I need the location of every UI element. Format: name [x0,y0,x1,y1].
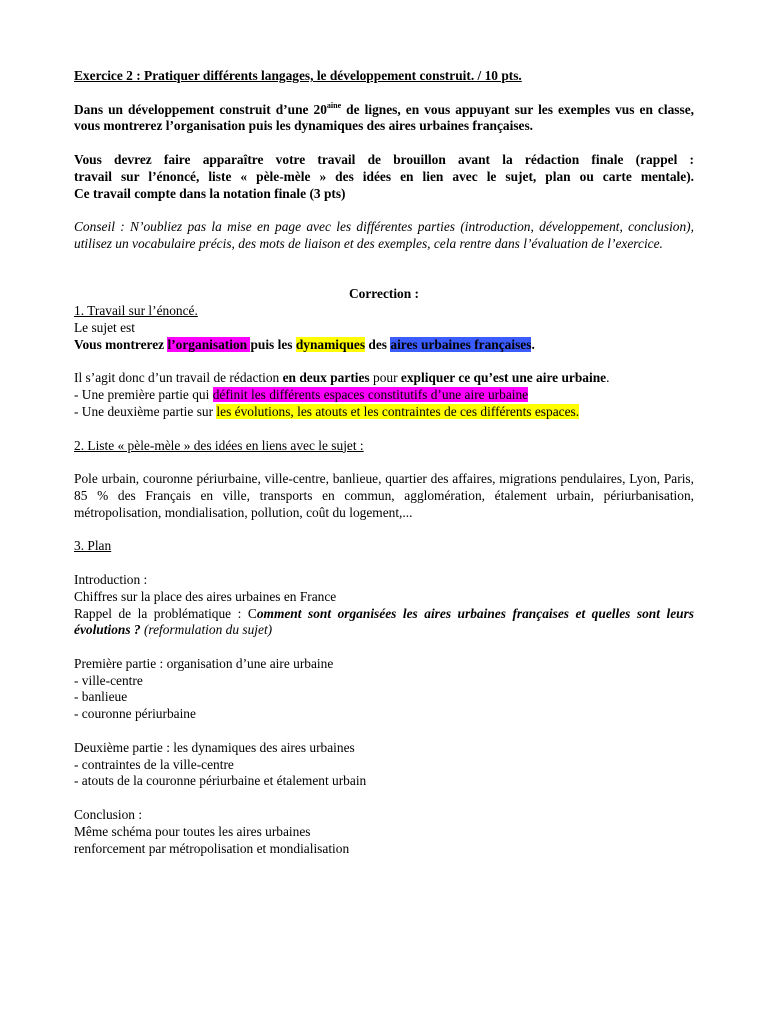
plan-conclusion-label: Conclusion : [74,807,143,823]
highlight-dynamiques: dynamiques [295,336,366,352]
plan-intro-label: Introduction : [74,571,148,587]
exercise-advice: Conseil : N’oubliez pas la mise en page avec les différentes parties (introduction, développement, conclusion), utilisez un vocabulaire précis, des mots de liaison et des exemples, cela rentre dans l’évaluation de l’exercice. [74,219,694,251]
plan-conclusion-item: renforcement par métropolisation et mondialisation [74,840,350,856]
plan-part1-item: - couronne périurbaine [74,706,196,722]
plan-problematic: Rappel de la problématique : Comment sont organisées les aires urbaines françaises et quelles sont leurs évolutions ? (reformulation du sujet) [74,605,695,638]
explanation-line: Il s’agit donc d’un travail de rédaction en deux parties pour expliquer ce qu’est une aire urbaine. [74,370,610,386]
plan-part1-title: Première partie : organisation d’une aire urbaine [74,655,334,671]
plan-part1-item: - ville-centre [74,672,143,688]
plan-conclusion-item: Même schéma pour toutes les aires urbaines [74,823,311,839]
exercise-intro: Dans un développement construit d’une $20^{aine}$ de lignes, en vous appuyant sur les exemples vus en classe, vous montrerez l’organisation puis les dynamiques des aires urbaines françaises. [74,100,695,134]
exercise-instructions: Vous devrez faire apparaître votre travail de brouillon avant la rédaction finale (rappel : travail sur l’énoncé, liste « pèle-mèle » des idées en lien avec le sujet, plan ou carte mentale). Ce travail compte dans la notation finale (3 pts) [74,151,694,201]
subject-intro: Le sujet est [74,319,135,335]
exercise-title: Exercice 2 : Pratiquer différents langages, le développement construit. / 10 pts. [74,68,522,83]
highlight-aires-urbaines: aires urbaines françaises [390,336,532,352]
subject-statement: Vous montrerez l’organisation puis les dynamiques des aires urbaines françaises. [74,336,535,352]
ideas-list: Pole urbain, couronne périurbaine, ville-centre, banlieue, quartier des affaires, migrations pendulaires, Lyon, Paris, 85 % des Français en ville, transports en commun, agglomération, étalement urbain, périurbanisation, métropolisation, mondialisation, pollution, coût du logement,... [74,471,694,520]
section2-heading: 2. Liste « pèle-mèle » des idées en liens avec le sujet : [74,437,364,453]
plan-part2-item: - atouts de la couronne périurbaine et étalement urbain [74,773,367,789]
section3-heading: 3. Plan [74,538,112,554]
correction-title: Correction : [348,286,420,302]
highlight-part2: les évolutions, les atouts et les contraintes de ces différents espaces. [216,403,580,419]
highlight-organisation: l’organisation [167,336,251,352]
plan-intro-line: Chiffres sur la place des aires urbaines en France [74,588,337,604]
highlight-part1: définit les différents espaces constitutifs d’une aire urbaine [212,387,529,403]
plan-part2-title: Deuxième partie : les dynamiques des aires urbaines [74,739,355,755]
superscript-aine: aine [326,100,342,110]
plan-part2-item: - contraintes de la ville-centre [74,756,234,772]
part2-line: - Une deuxième partie sur les évolutions, les atouts et les contraintes de ces différents espaces. [74,403,580,419]
section1-heading: 1. Travail sur l’énoncé. [74,303,198,319]
document-content [74,68,694,857]
part1-line: - Une première partie qui définit les différents espaces constitutifs d’une aire urbaine [74,387,529,403]
plan-part1-item: - banlieue [74,689,128,705]
